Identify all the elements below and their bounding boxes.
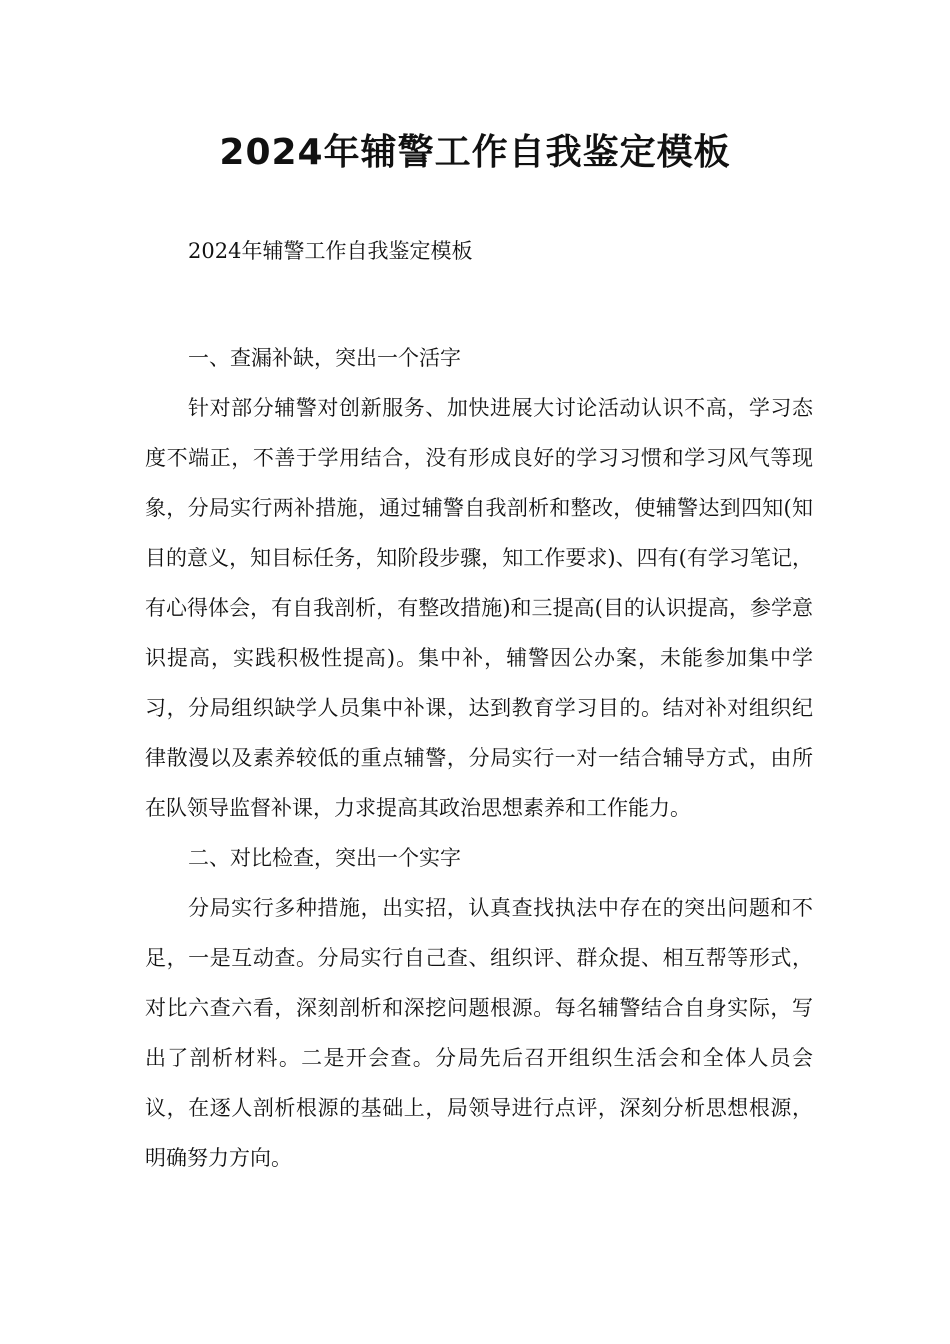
document-subtitle: 2024年辅警工作自我鉴定模板 (188, 239, 473, 263)
section-2-heading: 二、对比检查，突出一个实字 (188, 846, 461, 870)
section-1-heading: 一、查漏补缺，突出一个活字 (188, 346, 461, 370)
section-2-paragraph: 分局实行多种措施，出实招，认真查找执法中存在的突出问题和不足，一是互动查。分局实行自己查、组织评、群众提、相互帮等形式，对比六查六看，深刻剖析和深挖问题根源。每名辅警结合自身实际，写出了剖析材料。二是开会查。分局先后召开组织生活会和全体人员会议，在逐人剖析根源的基础上，局领导进行点评，深刻分析思想根源，明确努力方向。 (145, 896, 813, 1170)
document-title: 2024年辅警工作自我鉴定模板 (219, 132, 731, 173)
document-body (145, 333, 813, 1183)
section-1-paragraph: 针对部分辅警对创新服务、加快进展大讨论活动认识不高，学习态度不端正，不善于学用结合，没有形成良好的学习习惯和学习风气等现象，分局实行两补措施，通过辅警自我剖析和整改，使辅警达到四知(知目的意义，知目标任务，知阶段步骤，知工作要求)、四有(有学习笔记，有心得体会，有自我剖析，有整改措施)和三提高(目的认识提高，参学意识提高，实践积极性提高)。集中补，辅警因公办案，未能参加集中学习，分局组织缺学人员集中补课，达到教育学习目的。结对补对组织纪律散漫以及素养较低的重点辅警，分局实行一对一结合辅导方式，由所在队领导监督补课，力求提高其政治思想素养和工作能力。 (145, 396, 813, 820)
